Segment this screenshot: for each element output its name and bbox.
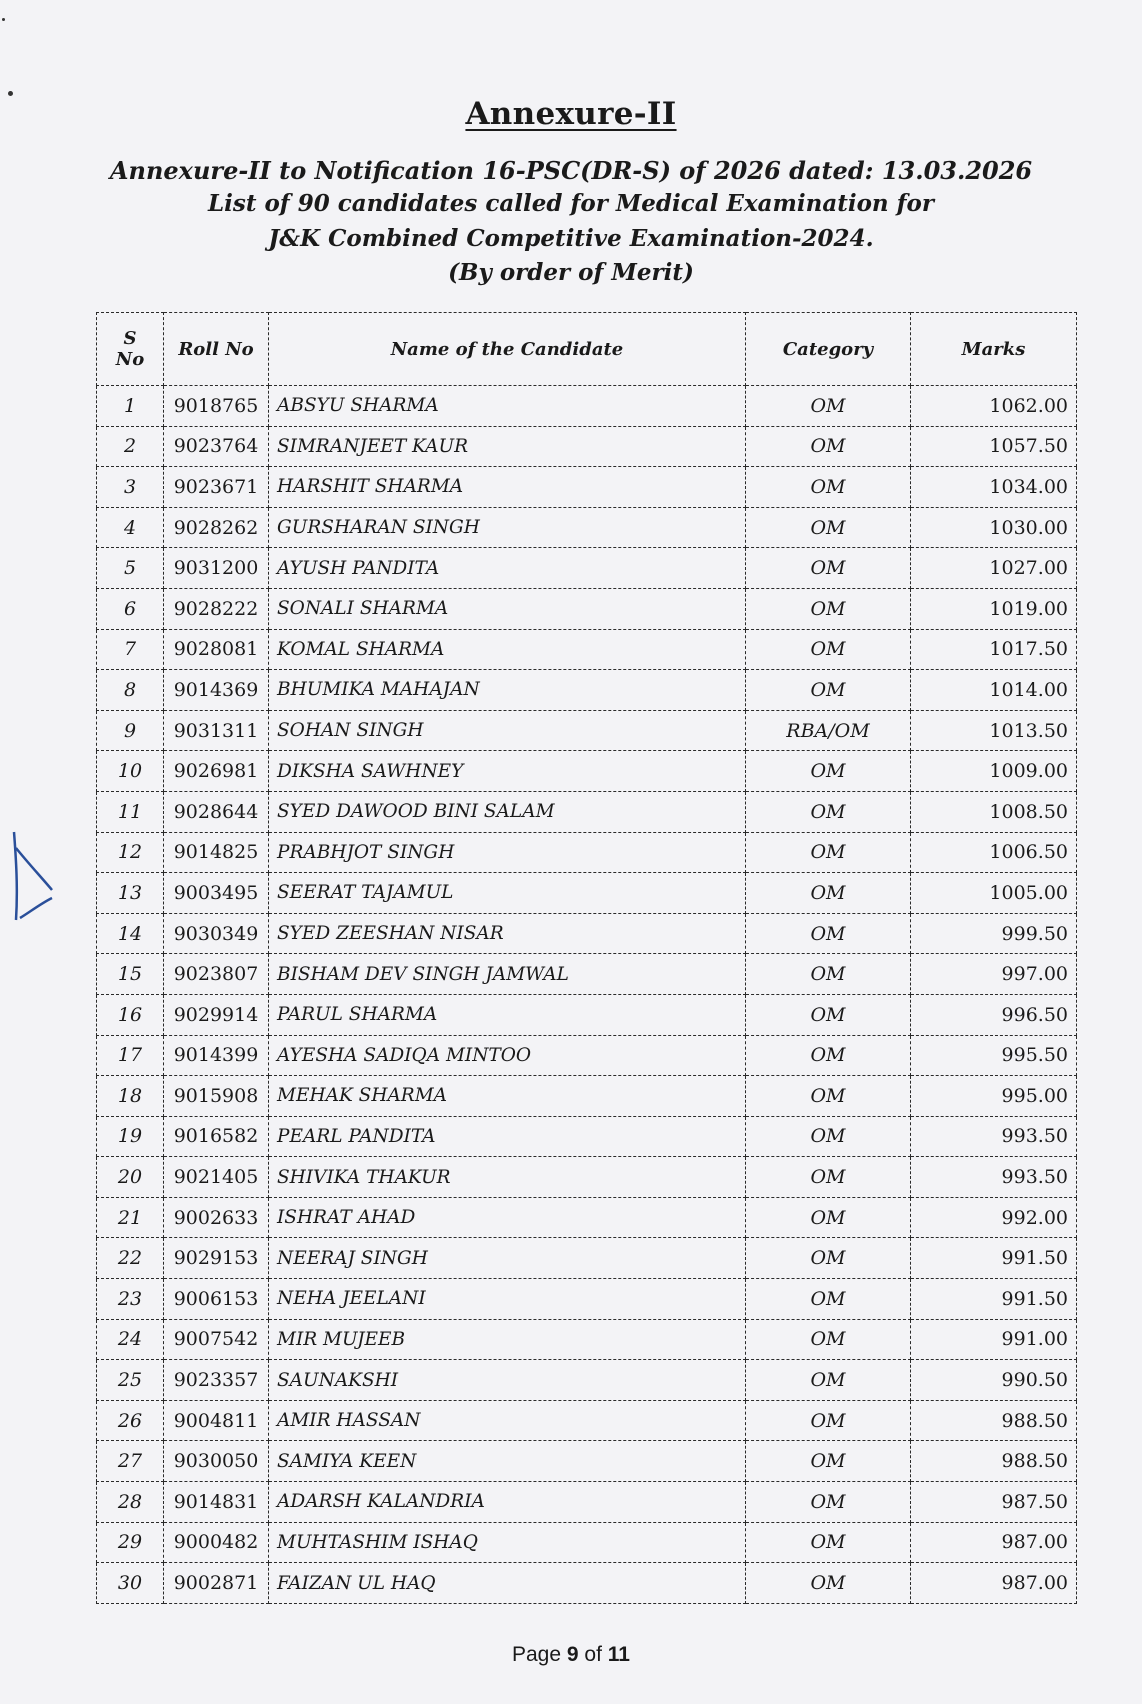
cell-category: OM: [746, 791, 911, 832]
cell-marks: 1034.00: [911, 467, 1077, 508]
cell-candidate-name: GURSHARAN SINGH: [269, 507, 746, 548]
cell-roll-no: 9030050: [164, 1441, 269, 1482]
cell-category: OM: [746, 1319, 911, 1360]
cell-marks: 1014.00: [911, 670, 1077, 711]
table-row: [97, 629, 1077, 670]
cell-sno: 15: [97, 954, 164, 995]
cell-roll-no: 9026981: [164, 751, 269, 792]
cell-candidate-name: PRABHJOT SINGH: [269, 832, 746, 873]
cell-sno: 4: [97, 507, 164, 548]
header-roll-no: Roll No: [164, 313, 269, 386]
cell-candidate-name: SONALI SHARMA: [269, 588, 746, 629]
table-row: [97, 1360, 1077, 1401]
list-description-line: List of 90 candidates called for Medical Examination for: [207, 190, 935, 217]
cell-category: OM: [746, 1482, 911, 1523]
cell-marks: 993.50: [911, 1157, 1077, 1198]
cell-candidate-name: SAUNAKSHI: [269, 1360, 746, 1401]
cell-roll-no: 9028262: [164, 507, 269, 548]
cell-candidate-name: BHUMIKA MAHAJAN: [269, 670, 746, 711]
cell-sno: 8: [97, 670, 164, 711]
cell-category: OM: [746, 1563, 911, 1604]
exam-name-line: J&K Combined Competitive Examination-2024.: [268, 225, 874, 252]
cell-candidate-name: PEARL PANDITA: [269, 1116, 746, 1157]
cell-roll-no: 9023357: [164, 1360, 269, 1401]
cell-roll-no: 9002633: [164, 1197, 269, 1238]
cell-roll-no: 9014825: [164, 832, 269, 873]
cell-candidate-name: SYED ZEESHAN NISAR: [269, 913, 746, 954]
cell-category: OM: [746, 954, 911, 995]
table-row: [97, 994, 1077, 1035]
cell-category: OM: [746, 1035, 911, 1076]
cell-marks: 1013.50: [911, 710, 1077, 751]
table-row: [97, 386, 1077, 427]
cell-category: OM: [746, 1441, 911, 1482]
cell-candidate-name: BISHAM DEV SINGH JAMWAL: [269, 954, 746, 995]
cell-category: OM: [746, 588, 911, 629]
cell-sno: 30: [97, 1563, 164, 1604]
cell-category: OM: [746, 467, 911, 508]
cell-marks: 988.50: [911, 1400, 1077, 1441]
cell-sno: 2: [97, 426, 164, 467]
cell-category: OM: [746, 994, 911, 1035]
cell-marks: 992.00: [911, 1197, 1077, 1238]
cell-marks: 1030.00: [911, 507, 1077, 548]
cell-candidate-name: PARUL SHARMA: [269, 994, 746, 1035]
cell-category: OM: [746, 1522, 911, 1563]
cell-marks: 1027.00: [911, 548, 1077, 589]
cell-roll-no: 9000482: [164, 1522, 269, 1563]
cell-sno: 28: [97, 1482, 164, 1523]
table-row: [97, 1563, 1077, 1604]
merit-table: [96, 312, 1077, 1604]
table-row: [97, 588, 1077, 629]
table-row: [97, 1076, 1077, 1117]
cell-roll-no: 9030349: [164, 913, 269, 954]
header-marks: Marks: [911, 313, 1077, 386]
table-row: [97, 791, 1077, 832]
table-row: [97, 1522, 1077, 1563]
cell-marks: 999.50: [911, 913, 1077, 954]
header-candidate-name: Name of the Candidate: [269, 313, 746, 386]
cell-sno: 27: [97, 1441, 164, 1482]
cell-marks: 1019.00: [911, 588, 1077, 629]
cell-roll-no: 9028644: [164, 791, 269, 832]
page-title: Annexure-II: [465, 96, 677, 132]
cell-sno: 24: [97, 1319, 164, 1360]
cell-category: OM: [746, 832, 911, 873]
cell-candidate-name: DIKSHA SAWHNEY: [269, 751, 746, 792]
cell-category: OM: [746, 629, 911, 670]
table-row: [97, 1238, 1077, 1279]
cell-candidate-name: SEERAT TAJAMUL: [269, 873, 746, 914]
cell-sno: 21: [97, 1197, 164, 1238]
cell-sno: 26: [97, 1400, 164, 1441]
cell-marks: 995.00: [911, 1076, 1077, 1117]
cell-marks: 995.50: [911, 1035, 1077, 1076]
cell-category: OM: [746, 1360, 911, 1401]
cell-candidate-name: ISHRAT AHAD: [269, 1197, 746, 1238]
cell-roll-no: 9018765: [164, 386, 269, 427]
cell-candidate-name: SAMIYA KEEN: [269, 1441, 746, 1482]
cell-category: OM: [746, 1400, 911, 1441]
merit-order-line: (By order of Merit): [448, 259, 694, 286]
cell-marks: 1062.00: [911, 386, 1077, 427]
cell-sno: 3: [97, 467, 164, 508]
cell-category: RBA/OM: [746, 710, 911, 751]
cell-candidate-name: SYED DAWOOD BINI SALAM: [269, 791, 746, 832]
cell-marks: 1006.50: [911, 832, 1077, 873]
cell-roll-no: 9031311: [164, 710, 269, 751]
handwritten-mark: [8, 828, 58, 928]
cell-roll-no: 9021405: [164, 1157, 269, 1198]
cell-sno: 19: [97, 1116, 164, 1157]
table-row: [97, 426, 1077, 467]
cell-marks: 1009.00: [911, 751, 1077, 792]
cell-category: OM: [746, 1238, 911, 1279]
cell-roll-no: 9029914: [164, 994, 269, 1035]
cell-sno: 14: [97, 913, 164, 954]
cell-candidate-name: FAIZAN UL HAQ: [269, 1563, 746, 1604]
table-row: [97, 913, 1077, 954]
cell-marks: 1005.00: [911, 873, 1077, 914]
cell-candidate-name: SIMRANJEET KAUR: [269, 426, 746, 467]
cell-sno: 25: [97, 1360, 164, 1401]
table-row: [97, 1197, 1077, 1238]
cell-sno: 16: [97, 994, 164, 1035]
cell-marks: 991.50: [911, 1279, 1077, 1320]
table-row: [97, 1400, 1077, 1441]
cell-roll-no: 9023807: [164, 954, 269, 995]
table-row: [97, 467, 1077, 508]
cell-sno: 11: [97, 791, 164, 832]
cell-roll-no: 9029153: [164, 1238, 269, 1279]
cell-sno: 22: [97, 1238, 164, 1279]
cell-category: OM: [746, 913, 911, 954]
cell-candidate-name: AYUSH PANDITA: [269, 548, 746, 589]
cell-marks: 987.00: [911, 1563, 1077, 1604]
cell-roll-no: 9016582: [164, 1116, 269, 1157]
cell-candidate-name: NEERAJ SINGH: [269, 1238, 746, 1279]
cell-category: OM: [746, 873, 911, 914]
cell-sno: 1: [97, 386, 164, 427]
cell-marks: 987.00: [911, 1522, 1077, 1563]
cell-marks: 990.50: [911, 1360, 1077, 1401]
cell-category: OM: [746, 751, 911, 792]
header-sno: S No: [97, 313, 164, 386]
cell-marks: 1057.50: [911, 426, 1077, 467]
cell-roll-no: 9004811: [164, 1400, 269, 1441]
table-row: [97, 1116, 1077, 1157]
cell-category: OM: [746, 507, 911, 548]
cell-marks: 993.50: [911, 1116, 1077, 1157]
cell-roll-no: 9003495: [164, 873, 269, 914]
cell-category: OM: [746, 426, 911, 467]
cell-sno: 9: [97, 710, 164, 751]
cell-candidate-name: ABSYU SHARMA: [269, 386, 746, 427]
cell-category: OM: [746, 1157, 911, 1198]
cell-candidate-name: MEHAK SHARMA: [269, 1076, 746, 1117]
cell-marks: 991.00: [911, 1319, 1077, 1360]
cell-candidate-name: MIR MUJEEB: [269, 1319, 746, 1360]
table-row: [97, 507, 1077, 548]
cell-roll-no: 9028081: [164, 629, 269, 670]
notification-line: Annexure-II to Notification 16-PSC(DR-S) of 2026 dated: 13.03.2026: [109, 156, 1033, 185]
cell-candidate-name: AYESHA SADIQA MINTOO: [269, 1035, 746, 1076]
cell-sno: 12: [97, 832, 164, 873]
cell-sno: 5: [97, 548, 164, 589]
table-row: [97, 548, 1077, 589]
cell-roll-no: 9014831: [164, 1482, 269, 1523]
table-row: [97, 1035, 1077, 1076]
table-row: [97, 1319, 1077, 1360]
cell-category: OM: [746, 1197, 911, 1238]
cell-roll-no: 9002871: [164, 1563, 269, 1604]
cell-marks: 991.50: [911, 1238, 1077, 1279]
table-row: [97, 710, 1077, 751]
cell-candidate-name: ADARSH KALANDRIA: [269, 1482, 746, 1523]
cell-sno: 7: [97, 629, 164, 670]
header-category: Category: [746, 313, 911, 386]
cell-roll-no: 9023764: [164, 426, 269, 467]
cell-category: OM: [746, 386, 911, 427]
cell-marks: 988.50: [911, 1441, 1077, 1482]
cell-sno: 10: [97, 751, 164, 792]
cell-roll-no: 9006153: [164, 1279, 269, 1320]
cell-roll-no: 9031200: [164, 548, 269, 589]
table-row: [97, 1482, 1077, 1523]
cell-sno: 20: [97, 1157, 164, 1198]
cell-marks: 1008.50: [911, 791, 1077, 832]
cell-candidate-name: MUHTASHIM ISHAQ: [269, 1522, 746, 1563]
cell-candidate-name: AMIR HASSAN: [269, 1400, 746, 1441]
cell-roll-no: 9015908: [164, 1076, 269, 1117]
cell-candidate-name: SOHAN SINGH: [269, 710, 746, 751]
cell-roll-no: 9014399: [164, 1035, 269, 1076]
cell-roll-no: 9023671: [164, 467, 269, 508]
table-row: [97, 670, 1077, 711]
page-number: Page 9 of 11: [512, 1643, 630, 1666]
cell-category: OM: [746, 1116, 911, 1157]
cell-candidate-name: HARSHIT SHARMA: [269, 467, 746, 508]
cell-candidate-name: KOMAL SHARMA: [269, 629, 746, 670]
cell-sno: 29: [97, 1522, 164, 1563]
cell-sno: 6: [97, 588, 164, 629]
cell-sno: 17: [97, 1035, 164, 1076]
cell-marks: 997.00: [911, 954, 1077, 995]
table-row: [97, 1157, 1077, 1198]
cell-roll-no: 9014369: [164, 670, 269, 711]
cell-category: OM: [746, 1076, 911, 1117]
table-row: [97, 1441, 1077, 1482]
table-row: [97, 954, 1077, 995]
table-header-row: [97, 313, 1077, 386]
cell-marks: 996.50: [911, 994, 1077, 1035]
cell-marks: 1017.50: [911, 629, 1077, 670]
table-row: [97, 873, 1077, 914]
cell-marks: 987.50: [911, 1482, 1077, 1523]
cell-sno: 23: [97, 1279, 164, 1320]
cell-roll-no: 9007542: [164, 1319, 269, 1360]
cell-sno: 18: [97, 1076, 164, 1117]
cell-category: OM: [746, 1279, 911, 1320]
scan-speck: [2, 18, 5, 21]
cell-candidate-name: SHIVIKA THAKUR: [269, 1157, 746, 1198]
table-row: [97, 751, 1077, 792]
cell-candidate-name: NEHA JEELANI: [269, 1279, 746, 1320]
cell-category: OM: [746, 548, 911, 589]
cell-category: OM: [746, 670, 911, 711]
table-row: [97, 1279, 1077, 1320]
table-row: [97, 832, 1077, 873]
cell-sno: 13: [97, 873, 164, 914]
cell-roll-no: 9028222: [164, 588, 269, 629]
